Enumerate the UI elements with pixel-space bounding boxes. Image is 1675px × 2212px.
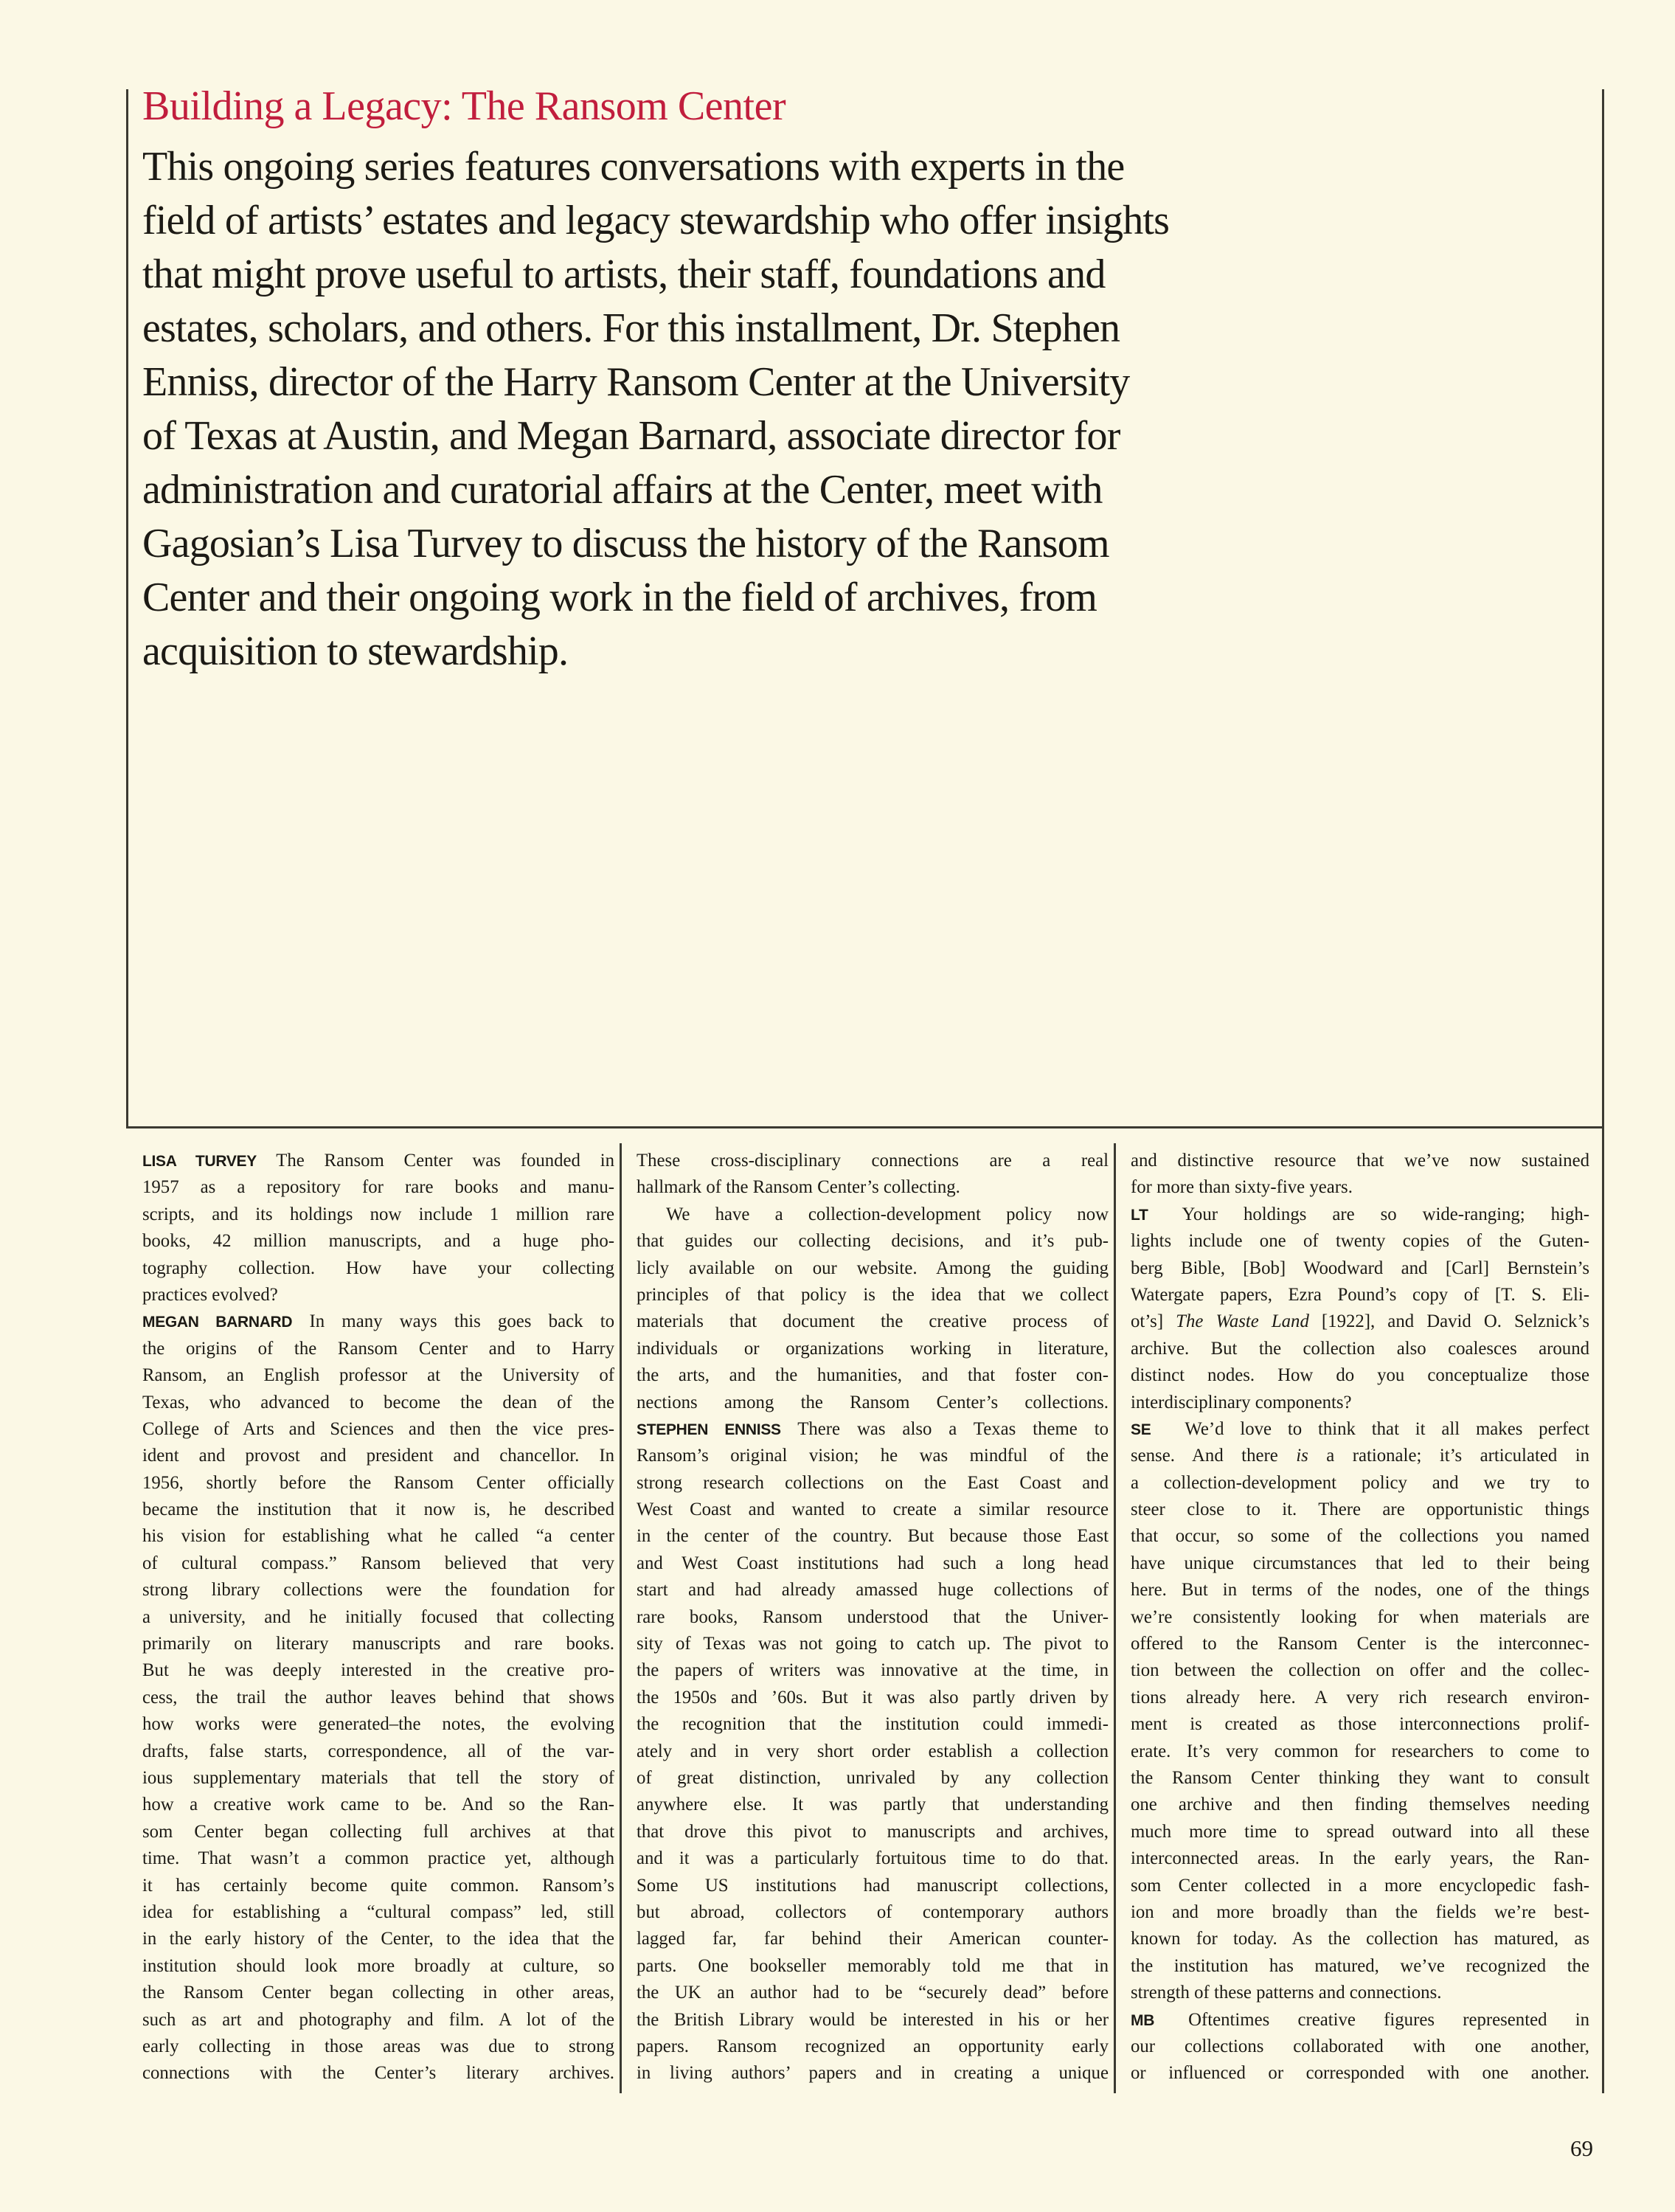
text-line: anywhere else. It was partly that understanding [637,1795,1109,1815]
text-line: books, 42 million manuscripts, and a huge pho- [142,1231,614,1252]
article-column-2 [637,1148,1109,2087]
text-line: the origins of the Ransom Center and to Harry [142,1338,614,1359]
text-line: These cross-disciplinary connections are a real [637,1151,1109,1171]
text-line: drafts, false starts, correspondence, all of the var- [142,1741,614,1761]
text-line: 1957 as a repository for rare books and manu- [142,1177,614,1198]
text-line: Ransom’s original vision; he was mindful of the [637,1446,1109,1466]
text-line: sense. And there is a rationale; it’s articulated in [1131,1446,1589,1466]
text-line: We have a collection-development policy now [666,1204,1109,1224]
text-line: of great distinction, unrivaled by any collection [637,1767,1109,1788]
intro-line: Center and their ongoing work in the field of archives, from [142,575,1097,620]
speaker-label: STEPHEN ENNISS [637,1421,781,1438]
text-line: that occur, so some of the collections you named [1131,1526,1589,1547]
text-line: idea for establishing a “cultural compass” led, still [142,1901,614,1922]
speaker-label: MB [1131,2011,1155,2029]
intro-paragraph [142,140,1485,679]
text-line: hallmark of the Ransom Center’s collecting. [637,1177,960,1198]
text-line: tions already here. A very rich research environ- [1131,1687,1589,1707]
text-line: ious supplementary materials that tell the story of [142,1767,614,1788]
text-line: a university, and he initially focused that collecting [142,1606,614,1627]
text-line: here. But in terms of the nodes, one of the things [1131,1580,1589,1601]
text-line: tography collection. How have your collecting [142,1258,614,1278]
column-divider-1 [620,1143,622,2093]
text-line: MEGAN BARNARD In many ways this goes back to [142,1311,614,1332]
text-line: in the early history of the Center, to the idea that the [142,1929,614,1949]
text-line: the Ransom Center began collecting in other areas, [142,1983,614,2003]
text-line: the arts, and the humanities, and that foster con- [637,1365,1109,1386]
text-line: But he was deeply interested in the creative pro- [142,1660,614,1681]
text-line: how works were generated–the notes, the evolving [142,1714,614,1735]
intro-line: that might prove useful to artists, their staff, foundations and [142,252,1106,297]
intro-line: This ongoing series features conversations with experts in the [142,144,1125,190]
text-line: interdisciplinary components? [1131,1392,1352,1412]
text-line: but abroad, collectors of contemporary authors [637,1901,1109,1922]
column-divider-2 [1114,1143,1116,2093]
text-line: the recognition that the institution could immedi- [637,1714,1109,1735]
text-line: and it was a particularly fortuitous time to do that. [637,1848,1109,1869]
text-line: SE We’d love to think that it all makes perfect [1131,1418,1589,1439]
text-line: individuals or organizations working in literature, [637,1338,1109,1359]
text-line: College of Arts and Sciences and then the vice pres- [142,1418,614,1439]
columns-top-rule [126,1126,1604,1128]
text-line: licly available on our website. Among the guiding [637,1258,1109,1278]
article-title: Building a Legacy: The Ransom Center [142,83,786,129]
text-line: ion and more broadly than the fields we’re best- [1131,1901,1589,1922]
text-line: the Ransom Center thinking they want to consult [1131,1767,1589,1788]
text-line: cess, the trail the author leaves behind that shows [142,1687,614,1707]
text-line: nections among the Ransom Center’s collections. [637,1392,1109,1412]
speaker-label: LISA TURVEY [142,1153,257,1170]
left-margin-rule [126,89,128,1128]
text-line: principles of that policy is the idea that we collect [637,1284,1109,1305]
text-line: known for today. As the collection has matured, as [1131,1929,1589,1949]
text-line: interconnected areas. In the early years, the Ran- [1131,1848,1589,1869]
text-line: that drove this pivot to manuscripts and archives, [637,1821,1109,1842]
text-line: ot’s] The Waste Land [1922], and David O. Selznick’s [1131,1311,1589,1332]
text-line: and West Coast institutions had such a long head [637,1553,1109,1573]
text-line: offered to the Ransom Center is the interconnec- [1131,1634,1589,1654]
text-line: som Center collected in a more encyclopedic fash- [1131,1875,1589,1896]
text-line: a collection-development policy and we try to [1131,1472,1589,1493]
text-line: and distinctive resource that we’ve now sustained [1131,1151,1589,1171]
text-line: it has certainly become quite common. Ransom’s [142,1875,614,1896]
text-line: steer close to it. There are opportunistic things [1131,1499,1589,1520]
text-line: lagged far, far behind their American counter- [637,1929,1109,1949]
right-margin-rule [1602,89,1604,2093]
text-line: the UK an author had to be “securely dead” before [637,1983,1109,2003]
intro-line: acquisition to stewardship. [142,628,569,674]
text-line: papers. Ransom recognized an opportunity early [637,2036,1109,2056]
text-line: start and had already amassed huge collections of [637,1580,1109,1601]
text-line: in the center of the country. But because those East [637,1526,1109,1547]
text-line: strength of these patterns and connections. [1131,1983,1442,2003]
intro-line: field of artists’ estates and legacy stewardship who offer insights [142,198,1170,243]
text-line: erate. It’s very common for researchers to come to [1131,1741,1589,1761]
speaker-label: SE [1131,1421,1151,1438]
intro-line: estates, scholars, and others. For this installment, Dr. Stephen [142,305,1120,351]
text-line: one archive and then finding themselves needing [1131,1795,1589,1815]
text-line: how a creative work came to be. And so the Ran- [142,1795,614,1815]
intro-line: Gagosian’s Lisa Turvey to discuss the history of the Ransom [142,521,1109,566]
text-line: strong research collections on the East Coast and [637,1472,1109,1493]
text-line: Ransom, an English professor at the University of [142,1365,614,1386]
text-line: institution should look more broadly at culture, so [142,1955,614,1976]
intro-line: Enniss, director of the Harry Ransom Center at the University [142,359,1130,405]
intro-line: administration and curatorial affairs at the Center, meet with [142,467,1103,513]
text-line: materials that document the creative process of [637,1311,1109,1332]
text-line: his vision for establishing what he called “a center [142,1526,614,1547]
text-line: berg Bible, [Bob] Woodward and [Carl] Bernstein’s [1131,1258,1589,1278]
speaker-label: LT [1131,1206,1148,1224]
text-line: practices evolved? [142,1284,278,1305]
text-line: 1956, shortly before the Ransom Center officially [142,1472,614,1493]
text-line: or influenced or corresponded with one another. [1131,2063,1589,2084]
text-line: the British Library would be interested in his or her [637,2009,1109,2030]
text-line: som Center began collecting full archives at that [142,1821,614,1842]
intro-line: of Texas at Austin, and Megan Barnard, associate director for [142,413,1120,459]
text-line: the institution has matured, we’ve recognized the [1131,1955,1589,1976]
text-line: lights include one of twenty copies of the Guten- [1131,1231,1589,1252]
text-line: connections with the Center’s literary archives. [142,2063,614,2084]
text-line: MB Oftentimes creative figures represented in [1131,2009,1589,2030]
text-line: ately and in very short order establish a collection [637,1741,1109,1761]
text-line: scripts, and its holdings now include 1 million rare [142,1204,614,1224]
text-line: Texas, who advanced to become the dean of the [142,1392,614,1412]
text-line: we’re consistently looking for when materials are [1131,1606,1589,1627]
text-line: our collections collaborated with one another, [1131,2036,1589,2056]
text-line: archive. But the collection also coalesces around [1131,1338,1589,1359]
text-line: became the institution that it now is, he described [142,1499,614,1520]
text-line: sity of Texas was not going to catch up. The pivot to [637,1634,1109,1654]
text-line: such as art and photography and film. A lot of the [142,2009,614,2030]
text-line: distinct nodes. How do you conceptualize those [1131,1365,1589,1386]
text-line: of cultural compass.” Ransom believed that very [142,1553,614,1573]
text-line: for more than sixty-five years. [1131,1177,1353,1198]
speaker-label: MEGAN BARNARD [142,1314,293,1331]
article-column-3 [1131,1148,1589,2087]
text-line: parts. One bookseller memorably told me that in [637,1955,1109,1976]
text-line: the papers of writers was innovative at the time, in [637,1660,1109,1681]
text-line: much more time to spread outward into all these [1131,1821,1589,1842]
text-line: rare books, Ransom understood that the Univer- [637,1606,1109,1627]
text-line: that guides our collecting decisions, and it’s pub- [637,1231,1109,1252]
text-line: early collecting in those areas was due to strong [142,2036,614,2056]
text-line: primarily on literary manuscripts and rare books. [142,1634,614,1654]
text-line: LISA TURVEY The Ransom Center was founded in [142,1151,614,1171]
page-number: 69 [1570,2135,1593,2161]
text-line: Watergate papers, Ezra Pound’s copy of [T. S. Eli- [1131,1284,1589,1305]
text-line: West Coast and wanted to create a similar resource [637,1499,1109,1520]
article-column-1 [142,1148,614,2087]
text-line: Some US institutions had manuscript collections, [637,1875,1109,1896]
text-line: have unique circumstances that led to their being [1131,1553,1589,1573]
text-line: in living authors’ papers and in creating a unique [637,2063,1109,2084]
text-line: ment is created as those interconnections prolif- [1131,1714,1589,1735]
text-line: time. That wasn’t a common practice yet, although [142,1848,614,1869]
text-line: ident and provost and president and chancellor. In [142,1446,614,1466]
text-line: the 1950s and ’60s. But it was also partly driven by [637,1687,1109,1707]
text-line: LT Your holdings are so wide-ranging; high- [1131,1204,1589,1224]
text-line: strong library collections were the foundation for [142,1580,614,1601]
text-line: tion between the collection on offer and the collec- [1131,1660,1589,1681]
text-line: STEPHEN ENNISS There was also a Texas theme to [637,1418,1109,1439]
